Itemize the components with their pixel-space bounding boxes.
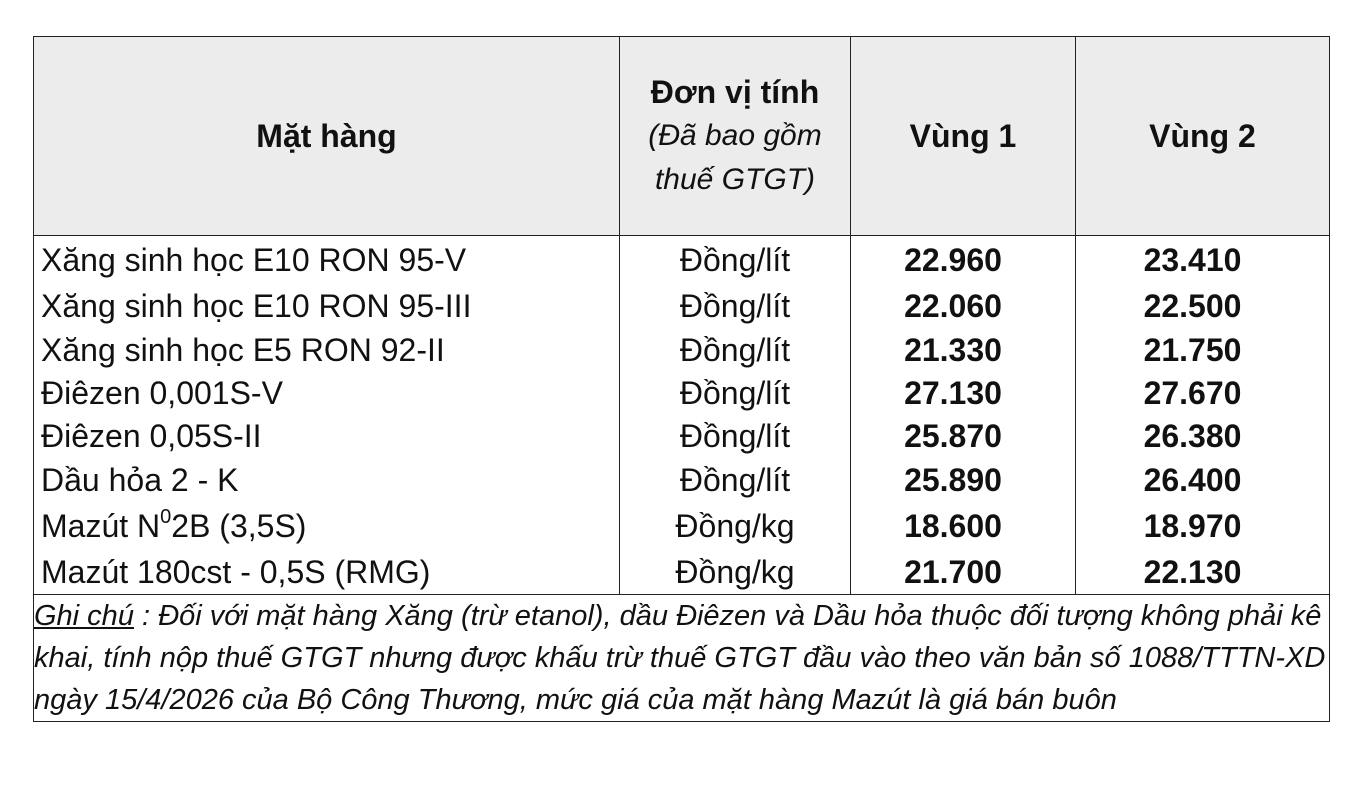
item-name: Dầu hỏa 2 - K: [34, 458, 620, 502]
header-unit-note: (Đã bao gồm thuế GTGT): [648, 119, 822, 196]
note-cell: [34, 595, 1330, 722]
price-region-1: 21.330: [851, 328, 1076, 372]
table-row: [34, 236, 1330, 284]
price-region-2: 22.130: [1076, 550, 1330, 595]
header-unit-main: Đơn vị tính: [650, 74, 820, 110]
header-row: [34, 37, 1330, 236]
item-unit: Đồng/lít: [620, 236, 851, 284]
table-footer: [34, 595, 1330, 722]
table-row: [34, 414, 1330, 458]
item-name: Mazút 180cst - 0,5S (RMG): [34, 550, 620, 595]
price-region-1: 27.130: [851, 372, 1076, 414]
price-region-1: 22.960: [851, 236, 1076, 284]
item-unit: Đồng/lít: [620, 328, 851, 372]
table-row: [34, 502, 1330, 550]
price-region-2: 18.970: [1076, 502, 1330, 550]
price-region-1: 25.870: [851, 414, 1076, 458]
header-region-1: Vùng 1: [851, 37, 1076, 236]
table-row: [34, 328, 1330, 372]
price-region-2: 23.410: [1076, 236, 1330, 284]
table-row: [34, 284, 1330, 328]
table-row: [34, 372, 1330, 414]
item-unit: Đồng/kg: [620, 502, 851, 550]
item-name-prefix: Mazút N: [41, 507, 161, 544]
note-label: Ghi chú: [34, 600, 134, 632]
item-name: Điêzen 0,05S-II: [34, 414, 620, 458]
item-name: Xăng sinh học E10 RON 95-V: [34, 236, 620, 284]
table-body: [34, 236, 1330, 595]
item-unit: Đồng/lít: [620, 458, 851, 502]
price-region-1: 22.060: [851, 284, 1076, 328]
item-unit: Đồng/kg: [620, 550, 851, 595]
item-name: Xăng sinh học E10 RON 95-III: [34, 284, 620, 328]
item-unit: Đồng/lít: [620, 372, 851, 414]
item-name-suffix: 2B (3,5S): [171, 507, 307, 544]
price-region-1: 21.700: [851, 550, 1076, 595]
header-unit: [620, 37, 851, 236]
price-region-2: 26.400: [1076, 458, 1330, 502]
header-item: Mặt hàng: [34, 37, 620, 236]
price-region-1: 18.600: [851, 502, 1076, 550]
price-region-2: 26.380: [1076, 414, 1330, 458]
header-region-2: Vùng 2: [1076, 37, 1330, 236]
price-region-2: 21.750: [1076, 328, 1330, 372]
item-name: Điêzen 0,001S-V: [34, 372, 620, 414]
note-row: [34, 595, 1330, 722]
item-unit: Đồng/lít: [620, 414, 851, 458]
fuel-price-table: [33, 36, 1330, 722]
table-row: [34, 458, 1330, 502]
item-name: [34, 502, 620, 550]
price-region-2: 22.500: [1076, 284, 1330, 328]
item-unit: Đồng/lít: [620, 284, 851, 328]
table-header: [34, 37, 1330, 236]
table-row: [34, 550, 1330, 595]
item-name: Xăng sinh học E5 RON 92-II: [34, 328, 620, 372]
note-text: : Đối với mặt hàng Xăng (trừ etanol), dầu Điêzen và Dầu hỏa thuộc đối tượng không phải kê khai, tính nộp thuế GTGT nhưng được khấu trừ thuế GTGT đầu vào theo văn bản số 1088/TTTN-XD ngày 15/4/2026 của Bộ Công Thương, mức giá của mặt hàng Mazút là giá bán buôn: [34, 600, 1326, 716]
price-region-2: 27.670: [1076, 372, 1330, 414]
item-name-superscript: 0: [160, 505, 172, 528]
price-region-1: 25.890: [851, 458, 1076, 502]
